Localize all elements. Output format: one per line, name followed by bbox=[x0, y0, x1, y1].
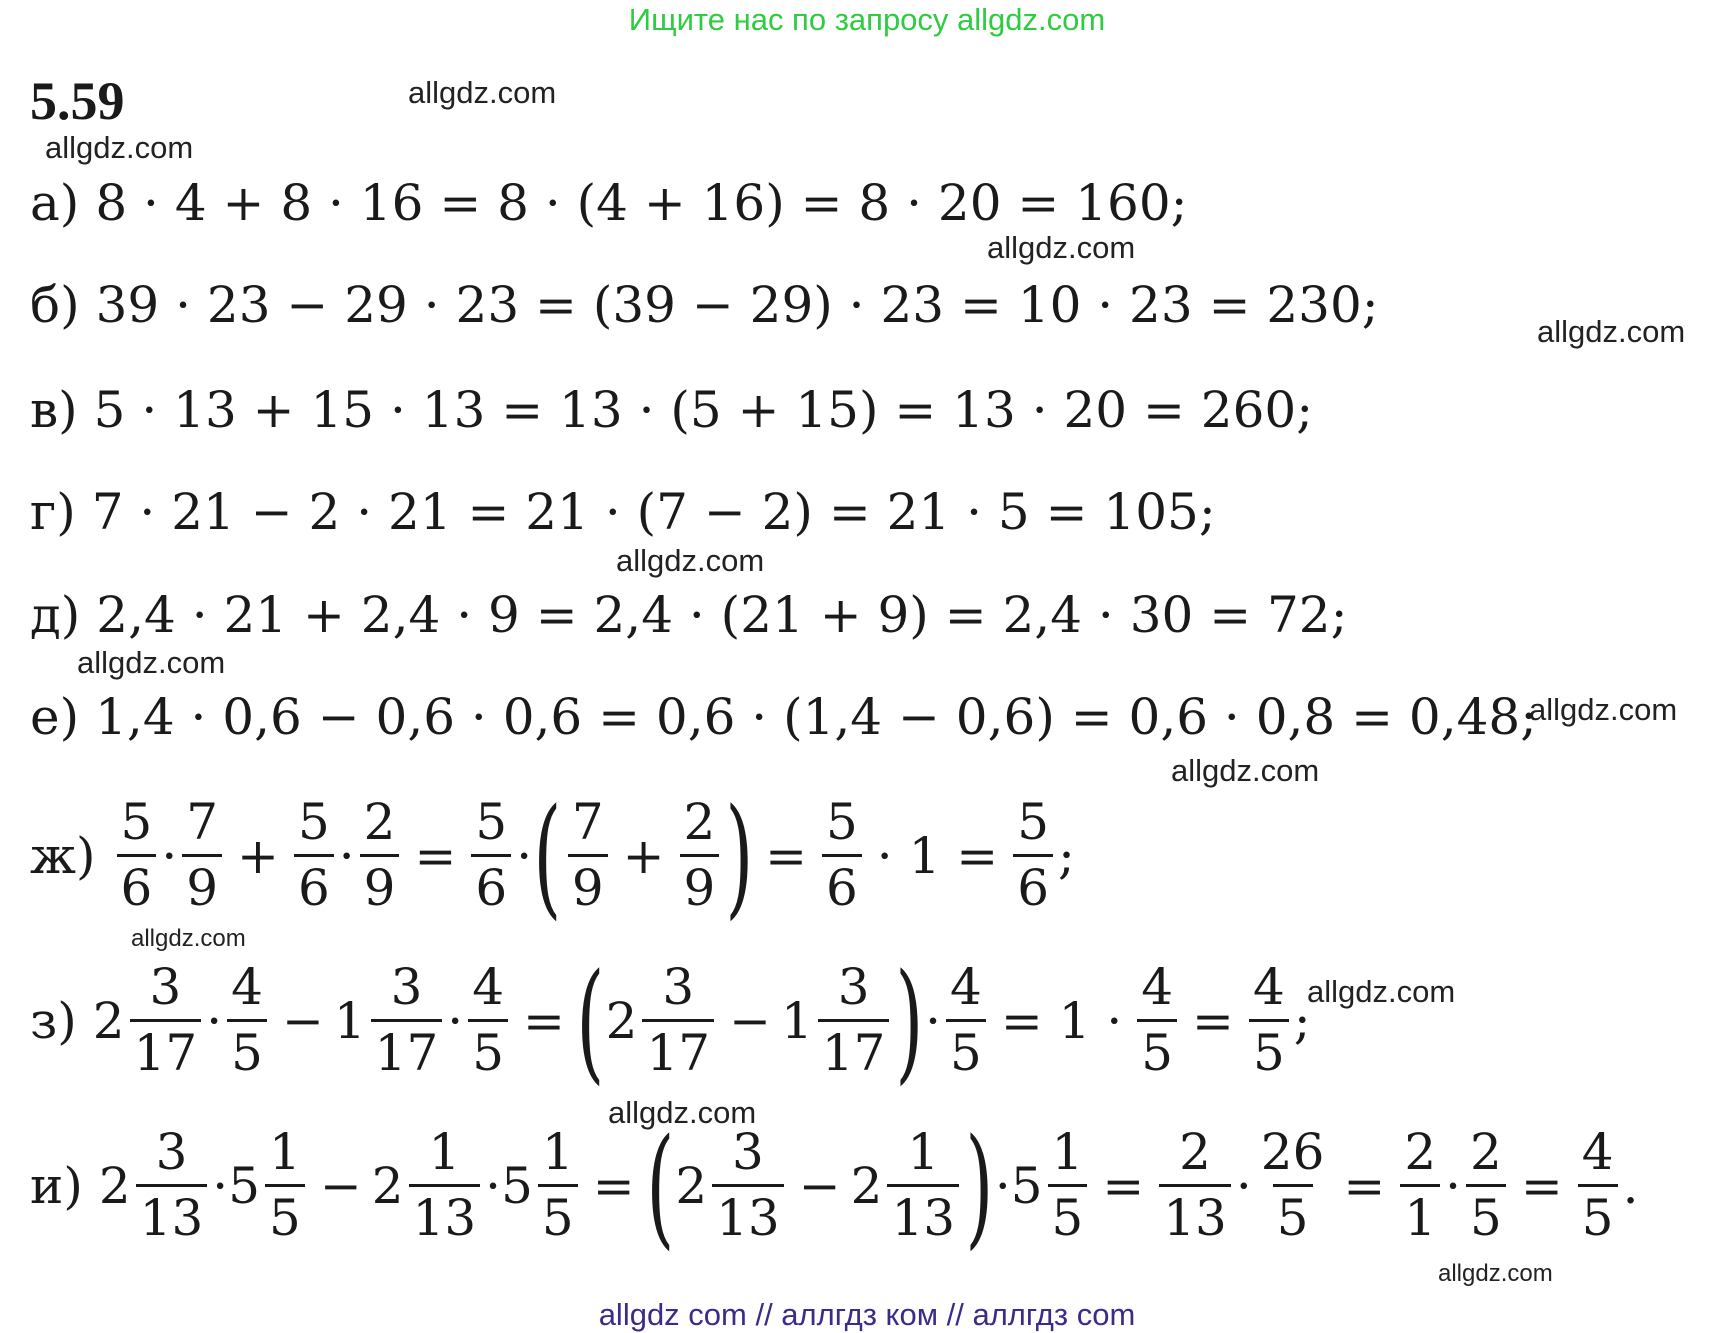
numerator: 3 bbox=[837, 958, 870, 1016]
fraction bbox=[1257, 1125, 1329, 1246]
item-label: и) bbox=[30, 1156, 83, 1215]
watermark: allgdz.com bbox=[616, 543, 765, 578]
operator: = bbox=[1343, 1156, 1386, 1215]
denominator: 17 bbox=[130, 1019, 202, 1081]
expression: 5 · 13 + 15 · 13 = 13 · (5 + 15) = 13 · 20 = 260; bbox=[93, 381, 1314, 439]
operator: · bbox=[1235, 1156, 1252, 1215]
denominator: 6 bbox=[117, 854, 157, 916]
solution-line-zh bbox=[30, 779, 1075, 932]
item-label: а) bbox=[30, 174, 80, 232]
numerator: 2 bbox=[1179, 1123, 1211, 1181]
fraction bbox=[227, 960, 267, 1081]
whole-part: 2 bbox=[850, 1156, 883, 1215]
watermark: allgdz.com bbox=[1307, 974, 1456, 1009]
numerator: 1 bbox=[541, 1123, 574, 1181]
whole-part: 2 bbox=[92, 991, 125, 1050]
denominator: 1 bbox=[1400, 1184, 1440, 1246]
solution-line-d bbox=[30, 586, 1348, 644]
fraction bbox=[642, 960, 714, 1081]
solution-line-b bbox=[30, 276, 1379, 334]
item-label: з) bbox=[30, 991, 77, 1050]
numerator: 5 bbox=[825, 793, 858, 851]
fraction bbox=[371, 960, 443, 1081]
close-paren: ) bbox=[895, 944, 924, 1097]
denominator: 5 bbox=[1273, 1184, 1313, 1246]
numerator: 2 bbox=[363, 793, 396, 851]
denominator: 5 bbox=[946, 1019, 986, 1081]
denominator: 5 bbox=[468, 1019, 508, 1081]
fraction bbox=[538, 1125, 578, 1246]
item-label: б) bbox=[30, 276, 80, 334]
expression: 8 · 4 + 8 · 16 = 8 · (4 + 16) = 8 · 20 = 160; bbox=[95, 174, 1188, 232]
fraction bbox=[182, 795, 222, 916]
fraction bbox=[1159, 1125, 1231, 1246]
denominator: 5 bbox=[1137, 1019, 1177, 1081]
numerator: 2 bbox=[1470, 1123, 1502, 1181]
numerator: 7 bbox=[571, 793, 604, 851]
denominator: 6 bbox=[1013, 854, 1053, 916]
watermark: allgdz.com bbox=[45, 130, 194, 165]
fraction bbox=[712, 1125, 784, 1246]
whole-part: 5 bbox=[1010, 1156, 1043, 1215]
numerator: 5 bbox=[120, 793, 153, 851]
close-paren: ) bbox=[965, 1109, 994, 1262]
operator: − bbox=[729, 991, 771, 1050]
open-paren: ( bbox=[533, 779, 562, 932]
problem-number: 5.59 bbox=[30, 71, 125, 131]
fraction bbox=[1137, 960, 1177, 1081]
fraction bbox=[294, 795, 334, 916]
fraction bbox=[360, 795, 400, 916]
numerator: 2 bbox=[1404, 1123, 1437, 1181]
solution-line-v bbox=[30, 381, 1314, 439]
denominator: 5 bbox=[1048, 1184, 1088, 1246]
whole-part: 2 bbox=[371, 1156, 404, 1215]
operator: = bbox=[414, 826, 457, 885]
denominator: 13 bbox=[712, 1184, 784, 1246]
operator: = bbox=[523, 991, 565, 1050]
denominator: 5 bbox=[227, 1019, 267, 1081]
item-label: г) bbox=[30, 483, 76, 541]
expression: 1,4 · 0,6 − 0,6 · 0,6 = 0,6 · (1,4 − 0,6) = 0,6 · 0,8 = 0,48; bbox=[95, 688, 1538, 746]
item-label: е) bbox=[30, 688, 80, 746]
fraction bbox=[117, 795, 157, 916]
solution-line-g bbox=[30, 483, 1216, 541]
numerator: 1 bbox=[907, 1123, 940, 1181]
numerator: 7 bbox=[186, 793, 219, 851]
denominator: 6 bbox=[294, 854, 334, 916]
denominator: 13 bbox=[409, 1184, 481, 1246]
numerator: 5 bbox=[1017, 793, 1049, 851]
numerator: 4 bbox=[1581, 1123, 1614, 1181]
fraction bbox=[887, 1125, 959, 1246]
numerator: 3 bbox=[662, 958, 695, 1016]
fraction bbox=[1048, 1125, 1088, 1246]
operator: · bbox=[485, 1156, 502, 1215]
operator: − bbox=[319, 1156, 362, 1215]
numerator: 1 bbox=[269, 1123, 301, 1181]
numerator: 4 bbox=[1141, 958, 1174, 1016]
numerator: 5 bbox=[297, 793, 330, 851]
operator: · bbox=[925, 991, 942, 1050]
fraction bbox=[1249, 960, 1289, 1081]
whole-part: 5 bbox=[228, 1156, 260, 1215]
header-banner: Ищите нас по запросу allgdz.com bbox=[628, 2, 1106, 37]
watermark: allgdz.com bbox=[77, 645, 226, 680]
numerator: 1 bbox=[1051, 1123, 1084, 1181]
operator: − bbox=[798, 1156, 841, 1215]
whole-part: 2 bbox=[605, 991, 638, 1050]
operator: + bbox=[622, 826, 665, 885]
fraction bbox=[568, 795, 608, 916]
fraction bbox=[1578, 1125, 1618, 1246]
fraction bbox=[1400, 1125, 1440, 1246]
watermark: allgdz.com bbox=[987, 230, 1136, 265]
denominator: 5 bbox=[538, 1184, 578, 1246]
operator: · bbox=[1445, 1156, 1462, 1215]
numerator: 4 bbox=[472, 958, 504, 1016]
operator: = bbox=[1520, 1156, 1563, 1215]
watermark: allgdz.com bbox=[1529, 692, 1678, 727]
open-paren: ( bbox=[576, 944, 605, 1097]
whole-part: 1 bbox=[780, 991, 813, 1050]
solution-line-a bbox=[30, 174, 1188, 232]
operator: + bbox=[237, 826, 279, 885]
item-label: ж) bbox=[30, 826, 96, 885]
fraction bbox=[1013, 795, 1053, 916]
denominator: 6 bbox=[822, 854, 862, 916]
numerator: 4 bbox=[231, 958, 263, 1016]
close-paren: ) bbox=[725, 779, 754, 932]
open-paren: ( bbox=[646, 1109, 674, 1262]
fraction bbox=[265, 1125, 305, 1246]
operator: · bbox=[206, 991, 223, 1050]
expression: 2,4 · 21 + 2,4 · 9 = 2,4 · (21 + 9) = 2,4 · 30 = 72; bbox=[96, 586, 1348, 644]
operator: ; bbox=[1293, 991, 1311, 1050]
fraction bbox=[409, 1125, 481, 1246]
solution-line-e bbox=[30, 688, 1538, 746]
denominator: 9 bbox=[568, 854, 608, 916]
denominator: 5 bbox=[1578, 1184, 1618, 1246]
denominator: 17 bbox=[642, 1019, 714, 1081]
denominator: 13 bbox=[136, 1184, 208, 1246]
operator: = bbox=[765, 826, 807, 885]
operator: ; bbox=[1058, 826, 1075, 885]
operator: . bbox=[1622, 1156, 1639, 1215]
numerator: 2 bbox=[683, 793, 716, 851]
numerator: 4 bbox=[1252, 958, 1285, 1016]
fraction bbox=[822, 795, 862, 916]
denominator: 17 bbox=[818, 1019, 890, 1081]
fraction bbox=[1466, 1125, 1506, 1246]
fraction bbox=[946, 960, 986, 1081]
denominator: 17 bbox=[371, 1019, 443, 1081]
denominator: 9 bbox=[182, 854, 222, 916]
fraction bbox=[136, 1125, 208, 1246]
denominator: 6 bbox=[471, 854, 511, 916]
numerator: 3 bbox=[390, 958, 423, 1016]
expression: 7 · 21 − 2 · 21 = 21 · (7 − 2) = 21 · 5 = 105; bbox=[91, 483, 1216, 541]
operator: · bbox=[516, 826, 533, 885]
denominator: 9 bbox=[680, 854, 720, 916]
numerator: 5 bbox=[475, 793, 508, 851]
fraction bbox=[468, 960, 508, 1081]
fraction bbox=[130, 960, 202, 1081]
operator: = 1 · bbox=[1000, 991, 1123, 1050]
whole-part: 2 bbox=[675, 1156, 708, 1215]
operator: · 1 = bbox=[876, 826, 999, 885]
numerator: 3 bbox=[732, 1123, 764, 1181]
numerator: 1 bbox=[428, 1123, 461, 1181]
expression: 39 · 23 − 29 · 23 = (39 − 29) · 23 = 10 · 23 = 230; bbox=[95, 276, 1379, 334]
watermark: allgdz.com bbox=[608, 1095, 757, 1130]
watermark: allgdz.com bbox=[1171, 753, 1320, 788]
operator: − bbox=[281, 991, 324, 1050]
denominator: 5 bbox=[1466, 1184, 1506, 1246]
watermark: allgdz.com bbox=[131, 925, 246, 952]
denominator: 9 bbox=[360, 854, 400, 916]
operator: = bbox=[1192, 991, 1234, 1050]
solution-line-z bbox=[30, 944, 1311, 1097]
operator: · bbox=[212, 1156, 229, 1215]
operator: = bbox=[1102, 1156, 1145, 1215]
whole-part: 5 bbox=[501, 1156, 533, 1215]
watermark: allgdz.com bbox=[1438, 1260, 1553, 1287]
operator: · bbox=[161, 826, 178, 885]
fraction bbox=[680, 795, 720, 916]
watermark: allgdz.com bbox=[408, 75, 557, 110]
denominator: 5 bbox=[265, 1184, 305, 1246]
numerator: 3 bbox=[155, 1123, 188, 1181]
operator: · bbox=[994, 1156, 1011, 1215]
footer-links: allgdz com // аллгдз ком // аллгдз com bbox=[598, 1297, 1136, 1332]
whole-part: 2 bbox=[98, 1156, 131, 1215]
item-label: в) bbox=[30, 381, 78, 439]
fraction bbox=[471, 795, 511, 916]
numerator: 4 bbox=[950, 958, 982, 1016]
fraction bbox=[818, 960, 890, 1081]
operator: · bbox=[338, 826, 355, 885]
numerator: 3 bbox=[149, 958, 182, 1016]
watermark: allgdz.com bbox=[1537, 314, 1686, 349]
numerator: 26 bbox=[1260, 1123, 1325, 1181]
denominator: 13 bbox=[1159, 1184, 1231, 1246]
denominator: 13 bbox=[887, 1184, 959, 1246]
whole-part: 1 bbox=[333, 991, 366, 1050]
item-label: д) bbox=[30, 586, 81, 644]
denominator: 5 bbox=[1249, 1019, 1289, 1081]
operator: = bbox=[592, 1156, 635, 1215]
operator: · bbox=[447, 991, 464, 1050]
